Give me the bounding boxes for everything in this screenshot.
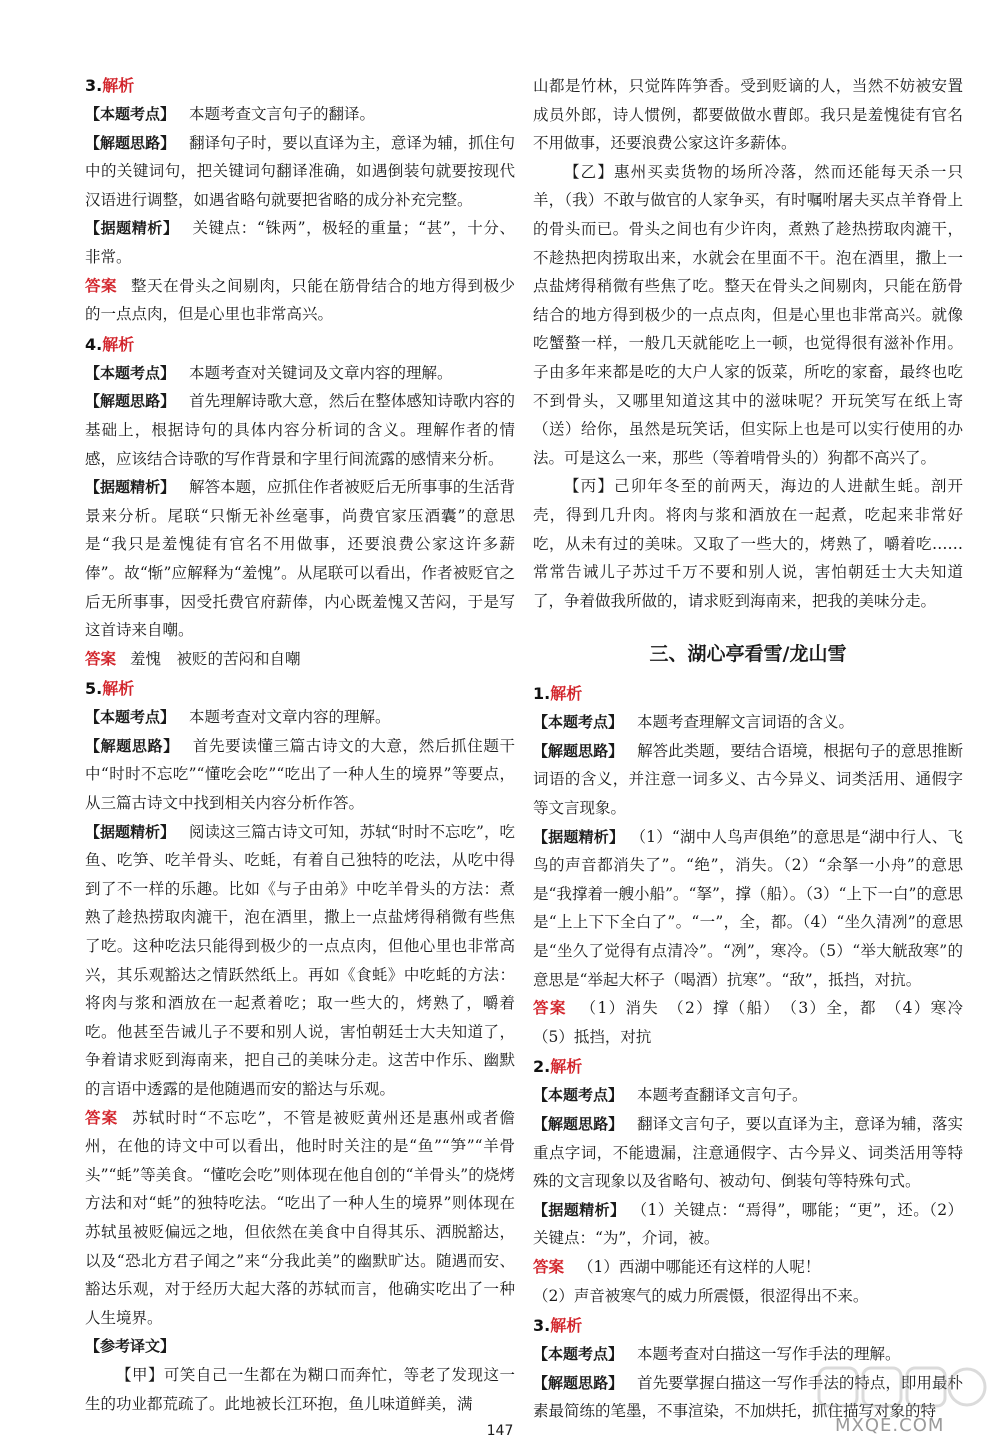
silu-text: 首先要掌握白描这一写作手法的特点，即用最朴素最简练的笔墨，不事渲染，不加烘托，抓住描写对象的特	[533, 1373, 963, 1421]
silu-tag: 【解题思路】	[533, 1115, 624, 1133]
jingxi-text: 关键点：“铢两”，极轻的重量；“甚”，十分、非常。	[85, 219, 515, 266]
yiwen-jia: 【甲】可笑自己一生都在为糊口而奔忙，等老了发现这一生的功业都荒疏了。此地被长江环抱，鱼儿味道鲜美，满	[85, 1365, 515, 1413]
answer-text: 羞愧 被贬的苦闷和自嘲	[130, 649, 301, 668]
answer-tag: 答案	[85, 1108, 119, 1127]
question-2	[533, 1053, 963, 1310]
kaodian-tag: 【本题考点】	[85, 708, 176, 727]
silu-text: 翻译句子时，要以直译为主，意译为辅，抓住句中的关键词句，把关键词句翻译准确，如遇倒装句就要按现代汉语进行调整，如遇省略句就要把省略的成分补充完整。	[85, 133, 515, 209]
silu-tag: 【解题思路】	[85, 133, 176, 152]
jingxi-tag: 【据题精析】	[85, 822, 176, 841]
section-title: 三、湖心亭看雪/龙山雪	[649, 643, 847, 666]
silu-tag: 【解题思路】	[85, 392, 176, 411]
translation-continued	[533, 72, 963, 615]
answer-text: 苏轼时时“不忘吃”，不管是被贬黄州还是惠州或者儋州，在他的诗文中可以看出，他时时关注的是“鱼”“笋”“羊骨头”“蚝”等美食。“懂吃会吃”则体现在他自创的“羊骨头”的烧烤方法和对“蚝”的独特吃法。“吃出了一种人生的境界”则体现在苏轼虽被贬偏远之地，但依然在美食中自得其乐、洒脱豁达，以及“恐北方君子闻之”来“分我此美”的幽默旷达。随遇而安、豁达乐观，对于经历大起大落的苏轼而言，他确实吃出了一种人生境界。	[85, 1108, 515, 1327]
kaodian-text: 本题考查对白描这一写作手法的理解。	[637, 1345, 901, 1364]
question-1	[533, 680, 979, 1051]
yiwen-bing: 【丙】己卯年冬至的前两天，海边的人进献生蚝。剖开壳，得到几升肉。将肉与浆和酒放在一起煮，吃起来非常好吃，从未有过的美味。又取了一些大的，烤熟了，嚼着吃……常常告诫儿子苏过千万不要和别人说，害怕朝廷士大夫知道了，争着做我所做的，请求贬到海南来，把我的美味分走。	[533, 477, 963, 610]
question-3	[85, 72, 515, 329]
yiwen-jia-cont: 山都是竹林，只觉阵阵笋香。受到贬谪的人，当然不妨被安置成员外郎，诗人惯例，都要做做水曹郎。我只是羞愧徒有官名不用做事，还要浪费公家这许多薪体。	[533, 77, 963, 153]
right-column	[533, 72, 979, 1426]
jingxi-text: （1）关键点：“焉得”，哪能；“更”，还。（2）关键点：“为”，介词，被。	[533, 1200, 963, 1248]
kaodian-tag: 【本题考点】	[85, 363, 176, 382]
answer-tag: 答案	[85, 649, 117, 668]
kaodian-text: 本题考查对文章内容的理解。	[189, 708, 391, 727]
answer-tag: 答案	[533, 1257, 565, 1276]
silu-tag: 【解题思路】	[533, 1373, 624, 1392]
answer-text: （1）西湖中哪能还有这样的人呢！	[578, 1257, 821, 1276]
answer-text: （1）消失 （2）撑（船） （3）全，都 （4）寒冷 （5）抵挡，对抗	[533, 999, 979, 1046]
yiwen-yi: 【乙】惠州买卖货物的场所冷落，然而还能每天杀一只羊，（我）不敢与做官的人家争买，有时嘱咐屠夫买点羊脊骨上的骨头而已。骨头之间也有少许肉，煮熟了趁热捞取肉漉干，不趁热把肉捞取出来，水就会在里面不干。泡在酒里，撒上一点盐烤得稍微有些焦了吃。整天在骨头之间剔肉，只能在筋骨结合的地方得到极少的一点点肉，但是心里也非常高兴。就像吃蟹螯一样，一般几天就能吃上一顿，也觉得很有滋补作用。子由多年来都是吃的大户人家的饭菜，所吃的家畜，最终也吃不到骨头，又哪里知道这其中的滋味呢？开玩笑写在纸上寄（送）给你，虽然是玩笑话，但实际上也是可以实行使用的办法。可是这么一来，那些（等着啃骨头的）狗都不高兴了。	[533, 162, 963, 467]
kaodian-text: 本题考查翻译文言句子。	[637, 1086, 808, 1105]
silu-text: 首先要读懂三篇古诗文的大意，然后抓住题干中“时时不忘吃”“懂吃会吃”“吃出了一种人生的境界”等要点，从三篇古诗文中找到相关内容分析作答。	[85, 736, 515, 813]
answer-text-2: （2）声音被寒气的威力所震慑，很涩得出不来。	[533, 1286, 869, 1305]
kaodian-tag: 【本题考点】	[533, 1345, 624, 1364]
left-column	[85, 70, 515, 1418]
answer-text: 整天在骨头之间剔肉，只能在筋骨结合的地方得到极少的一点点肉，但是心里也非常高兴。	[85, 276, 515, 324]
jingxi-tag: 【据题精析】	[533, 1200, 626, 1219]
jingxi-tag: 【据题精析】	[85, 219, 179, 238]
page-number: 147	[486, 1423, 514, 1439]
kaodian-tag: 【本题考点】	[533, 713, 624, 732]
jingxi-text: 阅读这三篇古诗文可知，苏轼“时时不忘吃”，吃鱼、吃笋、吃羊骨头、吃蚝，有着自己独特的吃法，从吃中得到了不一样的乐趣。比如《与子由弟》中吃羊骨头的方法：煮熟了趁热捞取肉漉干，泡在酒里，撒上一点盐烤得稍微有些焦了吃。这种吃法只能得到极少的一点点肉，但他心里也非常高兴，其乐观豁达之情跃然纸上。再如《食蚝》中吃蚝的方法：将肉与浆和酒放在一起煮着吃；取一些大的，烤熟了，嚼着吃。他甚至告诫儿子不要和别人说，害怕朝廷士大夫知道了，争着请求贬到海南来，把自己的美味分走。这苦中作乐、幽默的言语中透露的是他随遇而安的豁达与乐观。	[85, 822, 515, 1098]
answer-tag: 答案	[85, 276, 118, 295]
question-heading: 3.解析	[85, 76, 135, 95]
kaodian-text: 本题考查文言句子的翻译。	[189, 105, 376, 123]
silu-text: 首先理解诗歌大意，然后在整体感知诗歌内容的基础上，根据诗句的具体内容分析词的含义。理解作者的情感，应该结合诗歌的写作背景和字里行间流露的感情来分析。	[85, 392, 515, 468]
answer-tag: 答案	[533, 999, 567, 1018]
question-heading: 3.解析	[533, 1316, 583, 1336]
question-heading: 2.解析	[533, 1057, 583, 1077]
jingxi-text: 解答本题，应抓住作者被贬后无所事事的生活背景来分析。尾联“只惭无补丝毫事，尚费官家压酒囊”的意思是“我只是羞愧徒有官名不用做事，还要浪费公家这许多薪俸”。故“惭”应解释为“羞愧”。从尾联可以看出，作者被贬官之后无所事事，因受托费官府薪俸，内心既羞愧又苦闷，于是写这首诗来自嘲。	[85, 478, 515, 640]
question-heading: 4.解析	[85, 334, 135, 354]
kaodian-text: 本题考查理解文言词语的含义。	[637, 713, 855, 732]
kaodian-tag: 【本题考点】	[533, 1086, 624, 1105]
watermark-text: MXQE.COM	[835, 1415, 945, 1436]
silu-tag: 【解题思路】	[85, 736, 179, 755]
yiwen-tag: 【参考译文】	[85, 1337, 176, 1356]
jingxi-text: （1）“湖中人鸟声俱绝”的意思是“湖中行人、飞鸟的声音都消失了”。“绝”，消失。（2）“余拏一小舟”的意思是“我撑着一艘小船”。“拏”，撑（船）。（3）“上下一白”的意思是“上上下下全白了”。“一”，全，都。（4）“坐久清冽”的意思是“坐久了觉得有点清冷”。“冽”，寒冷。（5）“举大觥敌寒”的意思是“举起大杯子（喝酒）抗寒”。“敌”，抵挡，对抗。	[533, 827, 963, 989]
silu-tag: 【解题思路】	[533, 741, 624, 760]
question-heading: 1.解析	[533, 684, 583, 704]
kaodian-tag: 【本题考点】	[85, 105, 176, 123]
question-heading: 5.解析	[85, 679, 135, 699]
jingxi-tag: 【据题精析】	[533, 827, 625, 846]
kaodian-text: 本题考查对关键词及文章内容的理解。	[189, 363, 453, 382]
question-4	[85, 331, 515, 674]
jingxi-tag: 【据题精析】	[85, 478, 176, 497]
silu-text: 翻译文言句子，要以直译为主，意译为辅，落实重点字词，不能遗漏，注意通假字、古今异义、词类活用等特殊的文言现象以及省略句、被动句、倒装句等特殊句式。	[533, 1115, 963, 1191]
question-5	[85, 675, 515, 1418]
silu-text: 解答此类题，要结合语境，根据句子的意思推断词语的含义，并注意一词多义、古今异义、词类活用、通假字等文言现象。	[533, 741, 963, 818]
